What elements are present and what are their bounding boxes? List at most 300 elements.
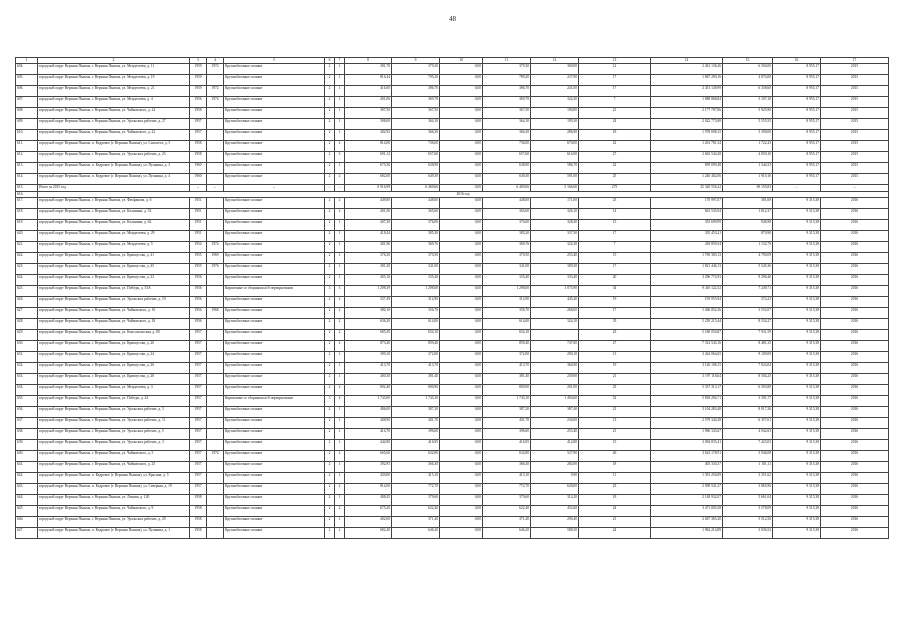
cell-col-6: 2 <box>325 506 335 517</box>
cell-col-5: Крупноблочные силикат <box>224 341 325 352</box>
cell-col-9: 795,20 <box>392 75 440 86</box>
table-row <box>16 473 889 484</box>
cell-col-9: 367,50 <box>392 108 440 119</box>
cell-col-9: 387,20 <box>392 407 440 418</box>
cell-col-1: 644. <box>16 495 38 506</box>
cell-col-10: 0,00 <box>440 220 483 231</box>
cell-col-9: 632,80 <box>392 451 440 462</box>
cell-col-10: 0,00 <box>440 418 483 429</box>
cell-col-1: 611. <box>16 141 38 152</box>
cell-col-16: 9 315,38 <box>773 308 821 319</box>
cell-col-9: 369,78 <box>392 97 440 108</box>
cell-col-15: 946,98 <box>723 220 773 231</box>
cell-col-10: 0,00 <box>440 264 483 275</box>
cell-col-11: 386,70 <box>483 86 531 97</box>
table-row <box>16 374 889 385</box>
cell-col-2: городской округ Верхняя Пышма, п. Кедровое (г. Верхняя Пышма), ул. Красина, д. 5 <box>38 473 190 484</box>
cell-col-1: 639. <box>16 440 38 451</box>
column-number: 17 <box>821 58 889 64</box>
cell-col-3: 1951 <box>190 209 207 220</box>
cell-col-2: городской округ Верхняя Пышма, г. Верхняя Пышма, ул. Уральских рабочих, д. 25 <box>38 152 190 163</box>
cell-col-16: 9 315,38 <box>773 319 821 330</box>
cell-col-14: 661 545,94 <box>651 209 723 220</box>
cell-col-15: 5 661,04 <box>723 495 773 506</box>
cell-col-7: 3 <box>335 286 345 297</box>
cell-col-16: 8 955,17 <box>773 152 821 163</box>
cell-col-2: городской округ Верхняя Пышма, г. Верхняя Пышма, ул. Кривоусова, д. 24 <box>38 352 190 363</box>
cell-col-16: 9 315,38 <box>773 429 821 440</box>
cell-col-12: 670,00 <box>531 141 579 152</box>
cell-col-11: 366,30 <box>483 462 531 473</box>
table-row <box>16 297 889 308</box>
column-number: 16 <box>773 58 821 64</box>
cell-col-5: Крупноблочные силикат <box>224 242 325 253</box>
cell-col-8: 691,12 <box>345 152 392 163</box>
cell-col-13: 19 <box>579 363 651 374</box>
column-number: 9 <box>392 58 440 64</box>
cell-col-8: 408,90 <box>345 418 392 429</box>
cell-col-7: 2 <box>335 451 345 462</box>
cell-col-6: 2 <box>325 517 335 528</box>
table-row <box>16 352 889 363</box>
cell-col-9: 366,30 <box>392 130 440 141</box>
cell-col-13: 21 <box>579 407 651 418</box>
cell-col-13: 11 <box>579 473 651 484</box>
cell-col-1: 637. <box>16 418 38 429</box>
cell-col-6: 2 <box>325 209 335 220</box>
cell-col-11: 365,60 <box>483 209 531 220</box>
cell-col-5: Крупноблочные силикат <box>224 429 325 440</box>
cell-col-5: Крупноблочные силикат <box>224 473 325 484</box>
cell-col-13: 12 <box>579 64 651 75</box>
cell-col-14: 859 099,48 <box>651 163 723 174</box>
cell-col-4 <box>207 440 224 451</box>
cell-col-1: 623. <box>16 264 38 275</box>
cell-col-9: 312,90 <box>392 297 440 308</box>
cell-col-3: 1956 <box>190 286 207 297</box>
cell-col-16: 9 315,38 <box>773 242 821 253</box>
cell-col-8: 665,60 <box>345 451 392 462</box>
cell-col-13: 22 <box>579 163 651 174</box>
cell-col-4 <box>207 363 224 374</box>
cell-col-1: 640. <box>16 451 38 462</box>
cell-col-7: 1 <box>335 64 345 75</box>
cell-col-8: 414,70 <box>345 429 392 440</box>
cell-col-9: 401,70 <box>392 418 440 429</box>
cell-col-6: 2 <box>325 451 335 462</box>
table-row <box>16 330 889 341</box>
cell-col-16: 8 955,17 <box>773 130 821 141</box>
cell-col-4: 1968 <box>207 308 224 319</box>
cell-col-16: 8 955,17 <box>773 75 821 86</box>
cell-col-13: 19 <box>579 297 651 308</box>
cell-col-14: 1 391 256,89 <box>651 473 723 484</box>
column-number: 14 <box>651 58 723 64</box>
cell-col-8: 401,50 <box>345 209 392 220</box>
cell-col-2: городской округ Верхняя Пышма, г. Верхняя Пышма, ул. Чайковского, д. 18 <box>38 319 190 330</box>
cell-col-4 <box>207 528 224 539</box>
cell-col-1: 630. <box>16 341 38 352</box>
cell-col-16: 9 315,38 <box>773 407 821 418</box>
cell-col-12: 369,00 <box>531 64 579 75</box>
cell-col-5: Крупноблочные силикат <box>224 528 325 539</box>
cell-col-7: 1 <box>335 429 345 440</box>
cell-col-2: городской округ Верхняя Пышма, г. Верхняя Пышма, ул. Феофанова, д. 6 <box>38 198 190 209</box>
cell-col-11: 859,40 <box>483 341 531 352</box>
cell-col-7: 2 <box>335 330 345 341</box>
cell-col-6: 2 <box>325 152 335 163</box>
cell-col-15: 3 391,77 <box>723 396 773 407</box>
cell-col-6: 2 <box>325 407 335 418</box>
cell-col-14: 1 240 462,06 <box>651 174 723 185</box>
cell-col-17: 2016 <box>821 374 889 385</box>
cell-col-11: 413,70 <box>483 363 531 374</box>
cell-col-7: 1 <box>335 363 345 374</box>
column-number: 5 <box>224 58 325 64</box>
cell-col-7: 1 <box>335 264 345 275</box>
cell-col-15: 1 344,53 <box>723 163 773 174</box>
cell-col-15: 7 249,71 <box>723 286 773 297</box>
cell-col-16: 9 315,38 <box>773 297 821 308</box>
cell-col-10: 0,00 <box>440 198 483 209</box>
cell-col-9: 415,10 <box>392 473 440 484</box>
cell-col-3: 1957 <box>190 363 207 374</box>
cell-col-4 <box>207 119 224 130</box>
cell-col-8: 1 298,39 <box>345 286 392 297</box>
cell-col-6: 2 <box>325 462 335 473</box>
column-number: 1 <box>16 58 38 64</box>
cell-col-7: 1 <box>335 253 345 264</box>
cell-col-4 <box>207 330 224 341</box>
cell-col-7: 1 <box>335 231 345 242</box>
cell-col-6: 2 <box>325 297 335 308</box>
cell-col-16: 9 315,38 <box>773 253 821 264</box>
cell-col-15: 5 555,55 <box>723 119 773 130</box>
cell-col-15: 6 338,60 <box>723 86 773 97</box>
cell-col-10: 0,00 <box>440 253 483 264</box>
cell-col-16: – <box>773 185 821 192</box>
cell-col-6: 2 <box>325 429 335 440</box>
table-row <box>16 108 889 119</box>
cell-col-2: городской округ Верхняя Пышма, г. Верхняя Пышма, ул. Кривоусова, д. 28 <box>38 374 190 385</box>
cell-col-14: 2 461 136,26 <box>651 64 723 75</box>
cell-col-15: 4 790,09 <box>723 253 773 264</box>
cell-col-8: 401,96 <box>345 242 392 253</box>
cell-col-11: 385,20 <box>483 231 531 242</box>
cell-col-15: 3 552,07 <box>723 308 773 319</box>
cell-col-2: городской округ Верхняя Пышма, п. Кедровое (г. Верхняя Пышма), ул. Северная, д. 19 <box>38 484 190 495</box>
cell-col-17: 2015 <box>821 174 889 185</box>
cell-col-2: городской округ Верхняя Пышма, г. Верхняя Пышма, ул. Чайковского, д. 25 <box>38 462 190 473</box>
cell-col-17: 2016 <box>821 209 889 220</box>
cell-col-5: Крупноблочные силикат <box>224 275 325 286</box>
cell-col-17: 2016 <box>821 220 889 231</box>
cell-col-8: 685,50 <box>345 330 392 341</box>
cell-col-17: 2016 <box>821 319 889 330</box>
cell-col-12: 591,00 <box>531 174 579 185</box>
cell-col-15: 9 109,09 <box>723 352 773 363</box>
cell-col-7: 1 <box>335 517 345 528</box>
cell-col-14: 1 261 781,34 <box>651 141 723 152</box>
cell-col-12: 412,80 <box>531 440 579 451</box>
cell-col-15: 8 017,26 <box>723 407 773 418</box>
cell-col-5: Крупноблочные силикат <box>224 352 325 363</box>
cell-col-7: 2 <box>335 297 345 308</box>
cell-col-14: 2 451 149,99 <box>651 86 723 97</box>
cell-col-9: 800,90 <box>392 385 440 396</box>
cell-col-6: 2 <box>325 119 335 130</box>
cell-col-12 <box>531 330 579 341</box>
cell-col-17: 2015 <box>821 64 889 75</box>
cell-col-10: 0,00 <box>440 97 483 108</box>
cell-col-4: 1974 <box>207 451 224 462</box>
table-row <box>16 253 889 264</box>
cell-col-5: Крупноблочные силикат <box>224 141 325 152</box>
table-row <box>16 363 889 374</box>
cell-col-17: 2016 <box>821 231 889 242</box>
cell-col-6: 2 <box>325 330 335 341</box>
cell-col-8: 380,10 <box>345 308 392 319</box>
cell-col-11: 379,30 <box>483 64 531 75</box>
cell-col-11: 1 743,10 <box>483 396 531 407</box>
cell-col-10: 0,00 <box>440 517 483 528</box>
cell-col-11: 387,20 <box>483 407 531 418</box>
cell-col-14: 3 104 283,48 <box>651 407 723 418</box>
cell-col-12: 171,00 <box>531 198 579 209</box>
cell-col-5: Крупноблочные силикат <box>224 517 325 528</box>
cell-col-3: 1957 <box>190 119 207 130</box>
cell-col-13: 23 <box>579 198 651 209</box>
cell-col-16: 9 315,38 <box>773 264 821 275</box>
cell-col-4 <box>207 495 224 506</box>
cell-col-17: 2016 <box>821 462 889 473</box>
cell-col-17: 2016 <box>821 517 889 528</box>
cell-col-12: 586,70 <box>531 163 579 174</box>
cell-col-14: 2 047 365,20 <box>651 517 723 528</box>
cell-col-11: 370,50 <box>483 253 531 264</box>
cell-col-3: 1958 <box>190 141 207 152</box>
cell-col-11: 632,80 <box>483 451 531 462</box>
cell-col-15: 1 132,79 <box>723 242 773 253</box>
cell-col-14: 1 769 383,13 <box>651 253 723 264</box>
cell-col-10: 0,00 <box>440 141 483 152</box>
column-number: 12 <box>531 58 579 64</box>
column-number: 7 <box>335 58 345 64</box>
cell-col-15: 381,69 <box>723 198 773 209</box>
cell-col-4 <box>207 198 224 209</box>
cell-col-14: 3 197 118,64 <box>651 374 723 385</box>
cell-col-1: 642. <box>16 473 38 484</box>
cell-col-17: 2015 <box>821 119 889 130</box>
cell-col-15: 4 942,63 <box>723 429 773 440</box>
cell-col-13: 7 <box>579 97 651 108</box>
cell-col-13: 17 <box>579 264 651 275</box>
cell-col-16: 9 315,38 <box>773 473 821 484</box>
cell-col-14: 1 266 852,36 <box>651 308 723 319</box>
cell-col-13: 22 <box>579 141 651 152</box>
cell-col-7: 1 <box>335 374 345 385</box>
cell-col-3: 1958 <box>190 495 207 506</box>
cell-col-17: 2015 <box>821 97 889 108</box>
cell-col-8: 444,90 <box>345 440 392 451</box>
cell-col-10: 0,00 <box>440 130 483 141</box>
cell-col-6: 2 <box>325 484 335 495</box>
cell-col-6: 3 <box>325 286 335 297</box>
table-row <box>16 517 889 528</box>
cell-col-12: 452,60 <box>531 506 579 517</box>
cell-col-13: 25 <box>579 385 651 396</box>
cell-col-13: 13 <box>579 352 651 363</box>
cell-col-13: 34 <box>579 286 651 297</box>
cell-col-7: 1 <box>335 86 345 97</box>
cell-col-9: 370,50 <box>392 253 440 264</box>
cell-col-9: 372,00 <box>392 352 440 363</box>
cell-col-5: Крупноблочные силикат <box>224 506 325 517</box>
cell-col-10: 0,00 <box>440 341 483 352</box>
cell-col-16: 9 315,38 <box>773 484 821 495</box>
cell-col-3: 1957 <box>190 130 207 141</box>
cell-col-17: 2016 <box>821 440 889 451</box>
cell-col-12: 230,00 <box>531 418 579 429</box>
cell-col-17: 2016 <box>821 352 889 363</box>
cell-col-8: 802,40 <box>345 385 392 396</box>
cell-col-4 <box>207 429 224 440</box>
cell-col-17: 2016 <box>821 308 889 319</box>
cell-col-3: 1956 <box>190 297 207 308</box>
cell-col-4 <box>207 152 224 163</box>
cell-col-16: 9 315,38 <box>773 506 821 517</box>
cell-col-12: 588,30 <box>531 528 579 539</box>
cell-col-2: городской округ Верхняя Пышма, г. Верхняя Пышма, ул. Кривоусова, д. 20 <box>38 341 190 352</box>
cell-col-9: 396,60 <box>392 429 440 440</box>
cell-col-3: 1958 <box>190 108 207 119</box>
table-row <box>16 286 889 297</box>
table-row <box>16 119 889 130</box>
cell-col-8: 381,70 <box>345 64 392 75</box>
cell-col-7: 2 <box>335 528 345 539</box>
cell-col-16: 9 315,38 <box>773 385 821 396</box>
cell-col-5: Крупноблочные силикат <box>224 374 325 385</box>
cell-col-2: городской округ Верхняя Пышма, п. Кедровое (г. Верхняя Пышма), ул. Самолета, д. 5 <box>38 141 190 152</box>
cell-col-2: городской округ Верхняя Пышма, г. Верхняя Пышма, ул. Чайковского, д. 16 <box>38 308 190 319</box>
cell-col-11: 335,40 <box>483 275 531 286</box>
cell-col-9: 356,70 <box>392 308 440 319</box>
cell-col-11: 772,70 <box>483 484 531 495</box>
cell-col-8: 387,50 <box>345 108 392 119</box>
cell-col-12: 253,40 <box>531 253 579 264</box>
cell-col-4 <box>207 484 224 495</box>
cell-col-10: 0,00 <box>440 86 483 97</box>
cell-col-4: 1974 <box>207 242 224 253</box>
cell-col-12: 290,40 <box>531 517 579 528</box>
cell-col-17: 2016 <box>821 473 889 484</box>
cell-col-2: городской округ Верхняя Пышма, г. Верхняя Пышма, ул. Кривоусова, д. 22 <box>38 275 190 286</box>
cell-col-7: 1 <box>335 462 345 473</box>
cell-col-15: 8 504,25 <box>723 374 773 385</box>
row-number: 616. <box>16 191 38 198</box>
cell-col-17: 2015 <box>821 108 889 119</box>
cell-col-9: 649,30 <box>392 174 440 185</box>
cell-col-3: 1957 <box>190 330 207 341</box>
cell-col-3: 1957 <box>190 385 207 396</box>
cell-col-17: 2016 <box>821 506 889 517</box>
page-number: 48 <box>449 15 456 23</box>
cell-col-7: 1 <box>335 275 345 286</box>
cell-col-3: 1955 <box>190 253 207 264</box>
cell-col-2: городской округ Верхняя Пышма, г. Верхняя Пышма, ул. Чайковского, д. 9 <box>38 506 190 517</box>
cell-col-5: Крупноблочные силикат <box>224 484 325 495</box>
housing-register-table <box>15 57 889 539</box>
cell-col-12: 337,50 <box>531 231 579 242</box>
cell-col-16: 8 955,17 <box>773 86 821 97</box>
cell-col-12: 239,00 <box>531 374 579 385</box>
cell-col-15: 5 345,36 <box>723 264 773 275</box>
cell-col-2: городской округ Верхняя Пышма, г. Верхняя Пышма, ул. Уральских рабочих, д. 5 <box>38 407 190 418</box>
cell-col-6: 2 <box>325 220 335 231</box>
cell-col-17: 2016 <box>821 363 889 374</box>
cell-col-8: 390,10 <box>345 352 392 363</box>
cell-col-6: 2 <box>325 231 335 242</box>
cell-col-2: городской округ Верхняя Пышма, г. Верхняя Пышма, ул. Уральских рабочих, д. 5 <box>38 429 190 440</box>
cell-col-10: 0,00 <box>440 119 483 130</box>
cell-col-1: 646. <box>16 517 38 528</box>
cell-col-11: 416,95 <box>483 440 531 451</box>
table-row <box>16 264 889 275</box>
cell-col-11: 736,00 <box>483 141 531 152</box>
column-number: 10 <box>440 58 483 64</box>
cell-col-7: 2 <box>335 341 345 352</box>
table-row <box>16 418 889 429</box>
cell-col-7: 1 <box>335 352 345 363</box>
cell-col-6: 2 <box>325 341 335 352</box>
cell-col-10: 0,00 <box>440 108 483 119</box>
cell-col-10: 0,00 <box>440 163 483 174</box>
cell-col-8: 449,00 <box>345 198 392 209</box>
cell-col-12: 527,90 <box>531 451 579 462</box>
cell-col-6: 2 <box>325 264 335 275</box>
cell-col-12: 324,10 <box>531 319 579 330</box>
cell-col-10: 0,00 <box>440 297 483 308</box>
year-label: 2016 год <box>38 191 889 198</box>
cell-col-6: 2 <box>325 242 335 253</box>
cell-col-4 <box>207 418 224 429</box>
cell-col-12: 253,40 <box>531 429 579 440</box>
cell-col-12: 190,80 <box>531 108 579 119</box>
cell-col-4 <box>207 385 224 396</box>
cell-col-9: 646,20 <box>392 528 440 539</box>
table-row <box>16 174 889 185</box>
cell-col-12: 324,30 <box>531 242 579 253</box>
cell-col-11: 646,20 <box>483 528 531 539</box>
cell-col-11: 341,00 <box>483 264 531 275</box>
cell-col-3: 1960 <box>190 163 207 174</box>
cell-col-12: 284,90 <box>531 462 579 473</box>
cell-col-2: городской округ Верхняя Пышма, г. Верхняя Пышма, ул. Комсомольская, д. 80 <box>38 330 190 341</box>
table-row <box>16 407 889 418</box>
cell-col-10: 0,00 <box>440 275 483 286</box>
cell-col-7: 2 <box>335 174 345 185</box>
cell-col-7: 1 <box>335 119 345 130</box>
cell-col-6: 2 <box>325 319 335 330</box>
cell-col-10: 0,00 <box>440 185 483 192</box>
cell-col-15: 6 357,61 <box>723 418 773 429</box>
cell-col-14: 5 818 294,71 <box>651 396 723 407</box>
cell-col-1: 638. <box>16 429 38 440</box>
cell-col-12: 227,90 <box>531 75 579 86</box>
cell-col-7: 2 <box>335 506 345 517</box>
cell-col-4 <box>207 286 224 297</box>
cell-col-1: 629. <box>16 330 38 341</box>
